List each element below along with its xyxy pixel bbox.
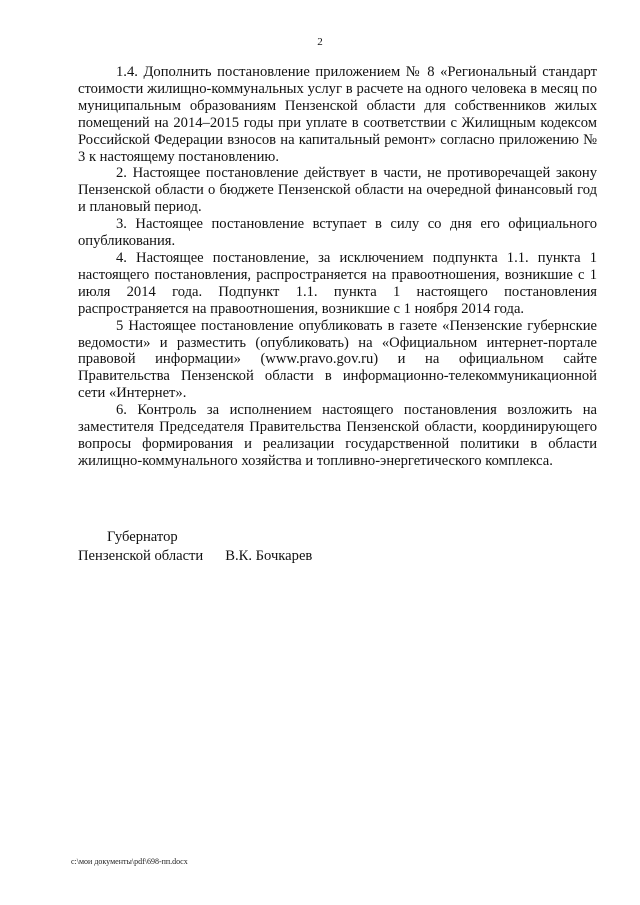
signature-name: В.К. Бочкарев	[225, 548, 313, 564]
paragraph-1-4: 1.4. Дополнить постановление приложением № 8 «Региональный стандарт стоимости жилищно-коммунальных услуг в расчете на одного человека в месяц по муниципальным образованиям Пензенской области для собственников жилых помещений на 2014–2015 годы при уплате в соответствии с Жилищным кодексом Российской Федерации взносов на капитальный ремонт» согласно приложению № 3 к настоящему постановлению.	[78, 64, 597, 165]
paragraph-4: 4. Настоящее постановление, за исключением подпункта 1.1. пункта 1 настоящего постановления, распространяется на правоотношения, возникшие с 1 июля 2014 года. Подпункт 1.1. пункта 1 настоящего постановления распространяется на правоотношения, возникшие с 1 ноября 2014 года.	[78, 249, 597, 317]
signature-line	[78, 547, 312, 566]
paragraph-3: 3. Настоящее постановление вступает в силу со дня его официального опубликования.	[78, 216, 597, 250]
document-body	[78, 64, 597, 470]
paragraph-6: 6. Контроль за исполнением настоящего постановления возложить на заместителя Председателя Правительства Пензенской области, координирующего вопросы формирования и реализации государственной политики в области жилищно-коммунального хозяйства и топливно-энергетического комплекса.	[78, 402, 597, 469]
paragraph-2: 2. Настоящее постановление действует в части, не противоречащей закону Пензенской области о бюджете Пензенской области на очередной финансовый год и плановый период.	[78, 165, 597, 216]
signature-title: Губернатор	[107, 529, 178, 545]
footer-file-path: c:\мои документы\pdf\698-пп.docx	[71, 857, 188, 866]
signature-block	[78, 528, 312, 566]
signature-region: Пензенской области	[78, 548, 204, 564]
paragraph-5: 5 Настоящее постановление опубликовать в газете «Пензенские губернские ведомости» и разместить (опубликовать) на «Официальном интернет-портале правовой информации» (www.pravo.gov.ru) и на официальном сайте Правительства Пензенской области в информационно-телекоммуникационной сети «Интернет».	[78, 317, 597, 402]
page-number: 2	[317, 36, 323, 48]
